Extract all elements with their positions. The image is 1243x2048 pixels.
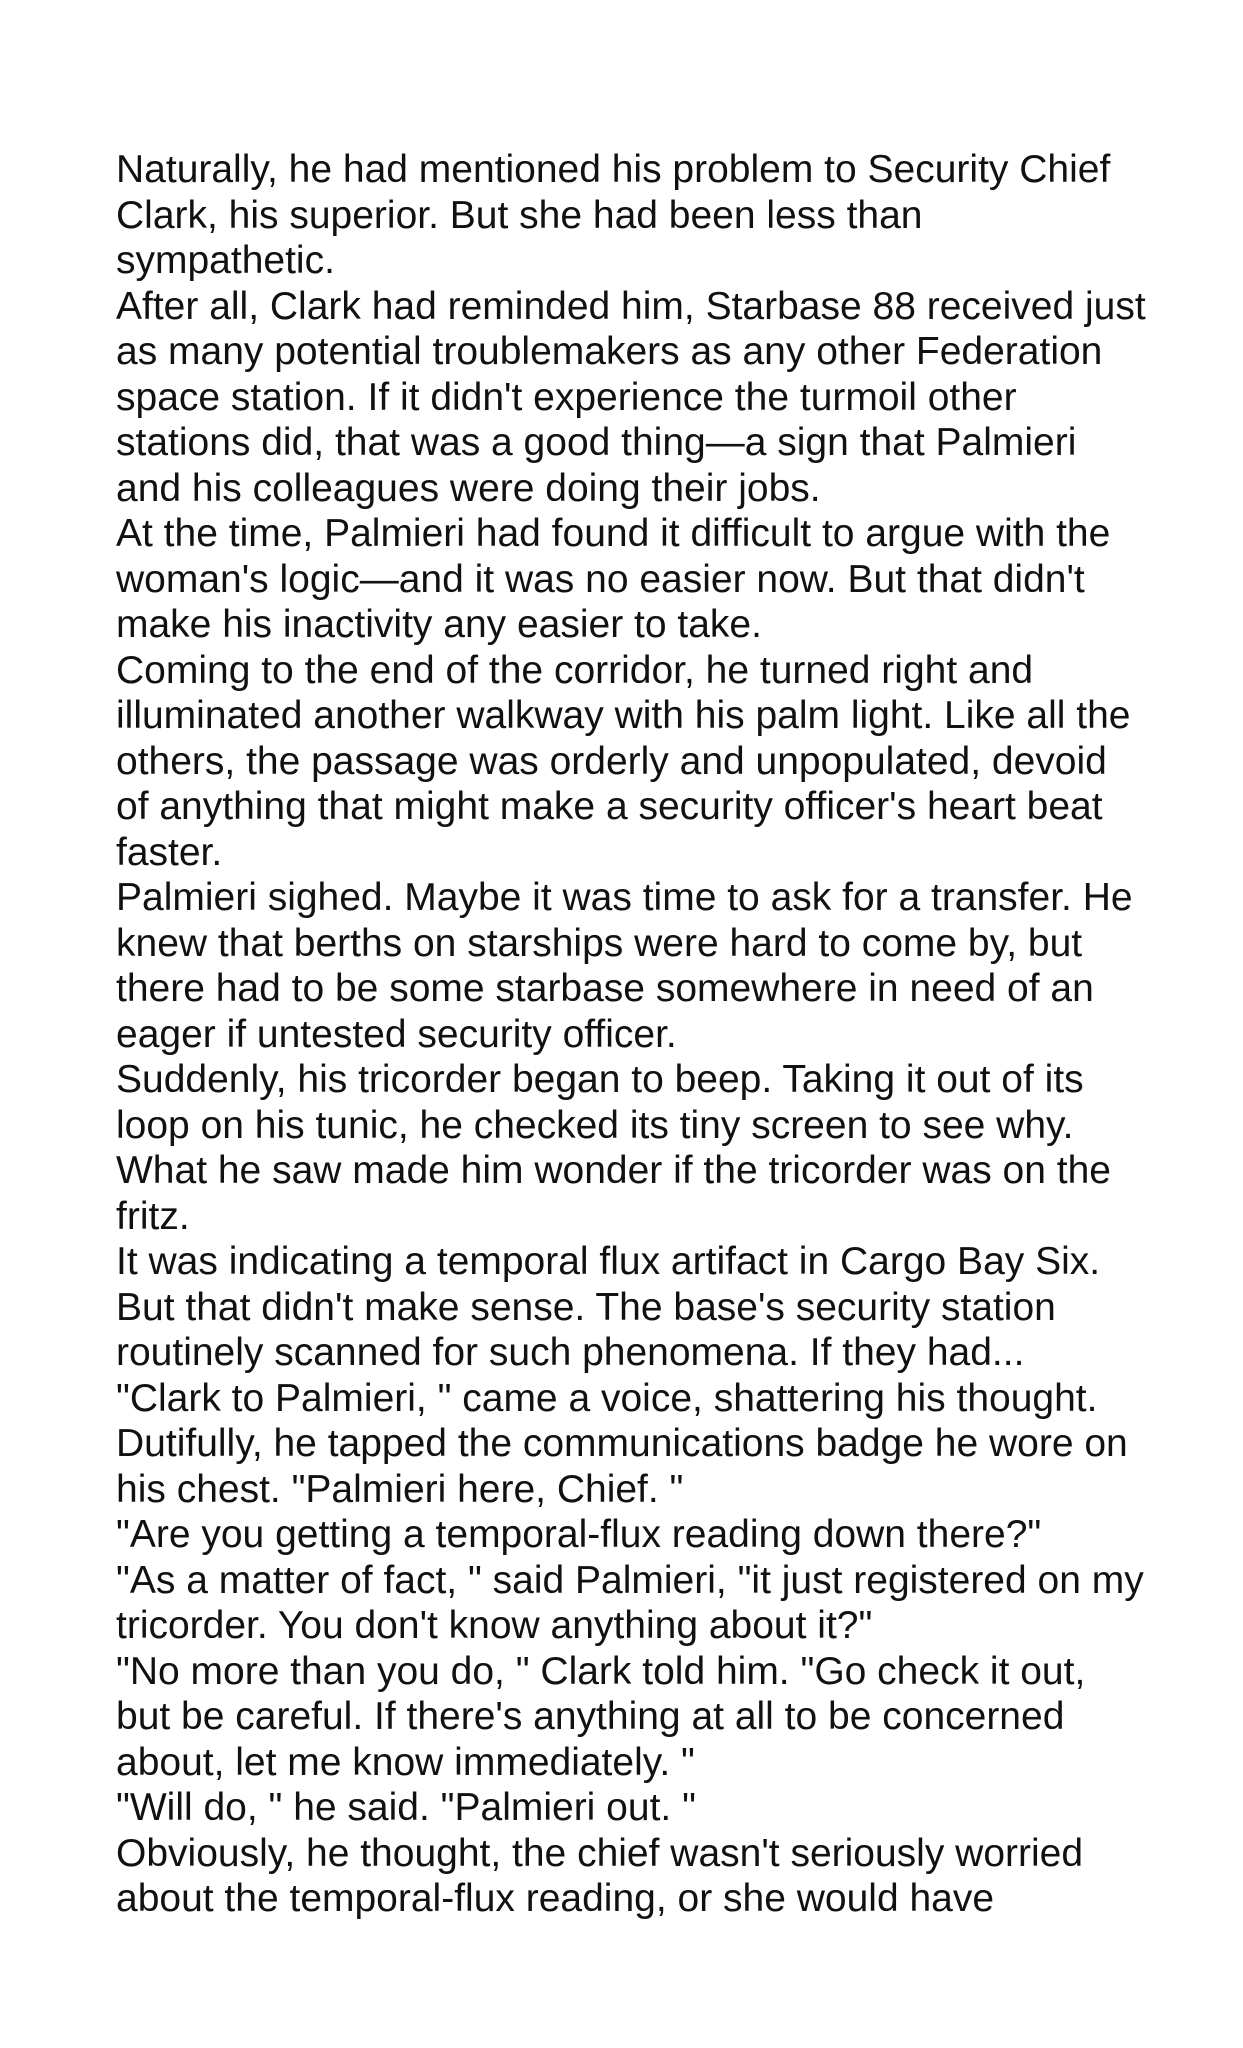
paragraph: Coming to the end of the corridor, he turned right and illuminated another walkway with his palm light. Like all the others, the passage was orderly and unpopulated, devoid of anything that might make a security officer's heart beat faster. — [116, 648, 1131, 874]
paragraph: "Clark to Palmieri, " came a voice, shattering his thought. Dutifully, he tapped the communications badge he wore on his chest. "Palmieri here, Chief. " — [116, 1376, 1128, 1511]
paragraph: "Are you getting a temporal-flux reading down there?" — [116, 1513, 1042, 1556]
paragraph: "No more than you do, " Clark told him. "Go check it out, but be careful. If there's anything at all to be concerned about, let me know immediately. " — [116, 1649, 1086, 1784]
paragraph: At the time, Palmieri had found it difficult to argue with the woman's logic—and it was no easier now. But that didn't make his inactivity any easier to take. — [116, 512, 1111, 646]
paragraph: Palmieri sighed. Maybe it was time to ask for a transfer. He knew that berths on starships were hard to come by, but there had to be some starbase somewhere in need of an eager if untested security officer. — [116, 876, 1133, 1056]
paragraph: After all, Clark had reminded him, Starbase 88 received just as many potential troublemakers as any other Federation space station. If it didn't experience the turmoil other stations did, that was a good thing—a sign that Palmieri and his colleagues were doing their jobs. — [116, 284, 1146, 510]
paragraph: Naturally, he had mentioned his problem to Security Chief Clark, his superior. But she had been less than sympathetic. — [116, 148, 1111, 282]
paragraph: Suddenly, his tricorder began to beep. Taking it out of its loop on his tunic, he checked its tiny screen to see why. What he saw made him wonder if the tricorder was on the fritz. — [116, 1058, 1111, 1238]
paragraph: "As a matter of fact, " said Palmieri, "it just registered on my tricorder. You don't know anything about it?" — [116, 1558, 1144, 1647]
paragraph: "Will do, " he said. "Palmieri out. " — [116, 1786, 696, 1829]
paragraph: Obviously, he thought, the chief wasn't seriously worried about the temporal-flux reading, or she would have — [116, 1831, 1084, 1920]
document-page — [116, 147, 1146, 1922]
paragraph: It was indicating a temporal flux artifact in Cargo Bay Six. But that didn't make sense. The base's security station routinely scanned for such phenomena. If they had... — [116, 1240, 1101, 1374]
